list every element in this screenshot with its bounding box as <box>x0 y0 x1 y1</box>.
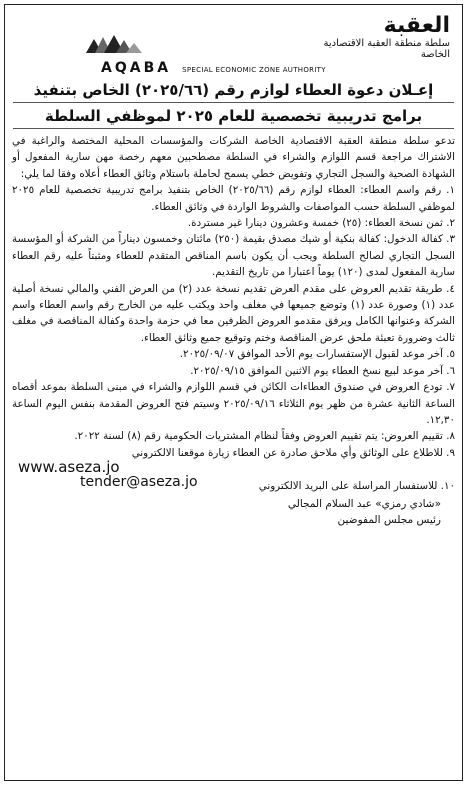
list-item: ٤. طريقة تقديم العروض على مقدم العرض تقديم نسخة عدد (٢) من العرض الفني والمالي نسخة أصلية عدد (١) وصورة عدد (١) وتوضع جميعها في مغلف واحد ويكتب عليه من الخارج رقم واسم العطاء واسم الشركة وعنوانها الكامل ويرفق مقدمو العروض الظرفين معا في حزمة واحدة وكفالة المناقصة في مغلف ثالث وضرورة تعبئة ملحق عرض المناقصة وختم وتوقيع جميع وثائق العطاء. <box>12 282 456 344</box>
aqaba-triangles-logo-icon <box>86 33 144 55</box>
list-item: ٩. للاطلاع على الوثائق وأي ملاحق صادرة عن العطاء زيارة موقعنا الالكتروني <box>131 446 455 459</box>
list-item: ٦. آخر موعد لبيع نسخ العطاء يوم الاثنين الموافق ٢٠٢٥/٠٩/١٥. <box>190 364 455 377</box>
announcement-body <box>5 129 462 528</box>
arabic-brand-line: سلطة منطقة العقبة الاقتصادية الخاصة <box>323 38 450 60</box>
header <box>5 5 462 75</box>
website-link[interactable]: www.aseza.jo <box>18 458 120 477</box>
advertisement-page <box>4 4 463 781</box>
list-item: ٣. كفالة الدخول: كفالة بنكية أو شيك مصدق بقيمة (٢٥٠) مائتان وخمسون ديناراً من الشركة أو المؤسسة السجل التجاري لصالح السلطة ويجب أن يكون باسم المناقص المتقدم للعطاء ومثبتاً عليه رقم العطاء سارية المفعول لمدى (١٢٠) يوماً اعتبارا من تاريخ التقديم. <box>12 233 455 279</box>
english-brand-sub: SPECIAL ECONOMIC ZONE AUTHORITY <box>182 66 326 74</box>
list-item: ٧. تودع العروض في صندوق العطاءات الكائن في قسم اللوازم والشراء في مبنى السلطة بموعد أقصاه الساعة الثانية عشرة من ظهر يوم الثلاثاء ٢٠٢٥/٠٩/١٦ وسيتم فتح العروض المقدمة بنفس اليوم الساعة ١٢,٣٠. <box>12 381 455 426</box>
arabic-brand-name: العقبة <box>383 13 450 38</box>
contact-label: ١٠. للاستفسار المراسلة على البريد الالكتروني <box>258 479 455 492</box>
english-brand <box>101 57 326 76</box>
english-brand-name: AQABA <box>101 60 172 76</box>
contact-item <box>12 473 455 496</box>
title-line-1: إعـلان دعوة العطاء لوازم رقم (٢٠٢٥/٦٦) الخاص بتنفيذ <box>13 81 454 103</box>
signatory-role: رئيس مجلس المفوضين <box>337 513 441 526</box>
intro-paragraph: تدعو سلطة منطقة العقبة الاقتصادية الخاصة الشركات والمؤسسات المحلية المختصة والراغبة في الاشتراك مراجعة قسم اللوازم والشراء في السلطة مصطحبين معهم رخصة مهن سارية المفعول أو الشهادة الصحية والسجل التجاري وتفويض خطي يسمح لحاملة باستلام وثائق العطاء أعلاه وفقا لما يلي: <box>12 135 455 180</box>
email-link[interactable]: tender@aseza.jo <box>80 473 198 490</box>
signature-block <box>12 496 455 528</box>
arabic-brand <box>300 13 450 60</box>
list-item: ٢. ثمن نسخة العطاء: (٢٥) خمسة وعشرون دينارا غير مستردة. <box>187 217 455 230</box>
list-item: ١. رقم واسم العطاء: العطاء لوازم رقم (٢٠٢٥/٦٦) الخاص بتنفيذ برامج تدريبية تخصصية للعام ٢٠٢٥ لموظفي السلطة حسب المواصفات والشروط الواردة في وثائق العطاء. <box>12 184 455 213</box>
list-item: ٨. تقييم العروض: يتم تقييم العروض وفقاً لنظام المشتريات الحكومية رقم (٨) لسنة ٢٠٢٢. <box>74 430 455 443</box>
list-item: ٥. آخر موعد لقبول الإستفسارات يوم الأحد الموافق ٢٠٢٥/٠٩/٠٧. <box>179 348 455 361</box>
title-line-2: برامج تدريبية تخصصية للعام ٢٠٢٥ لموظفي السلطة <box>13 107 454 129</box>
signatory-name: «شادي رمزي» عبد السلام المجالي <box>287 497 441 510</box>
